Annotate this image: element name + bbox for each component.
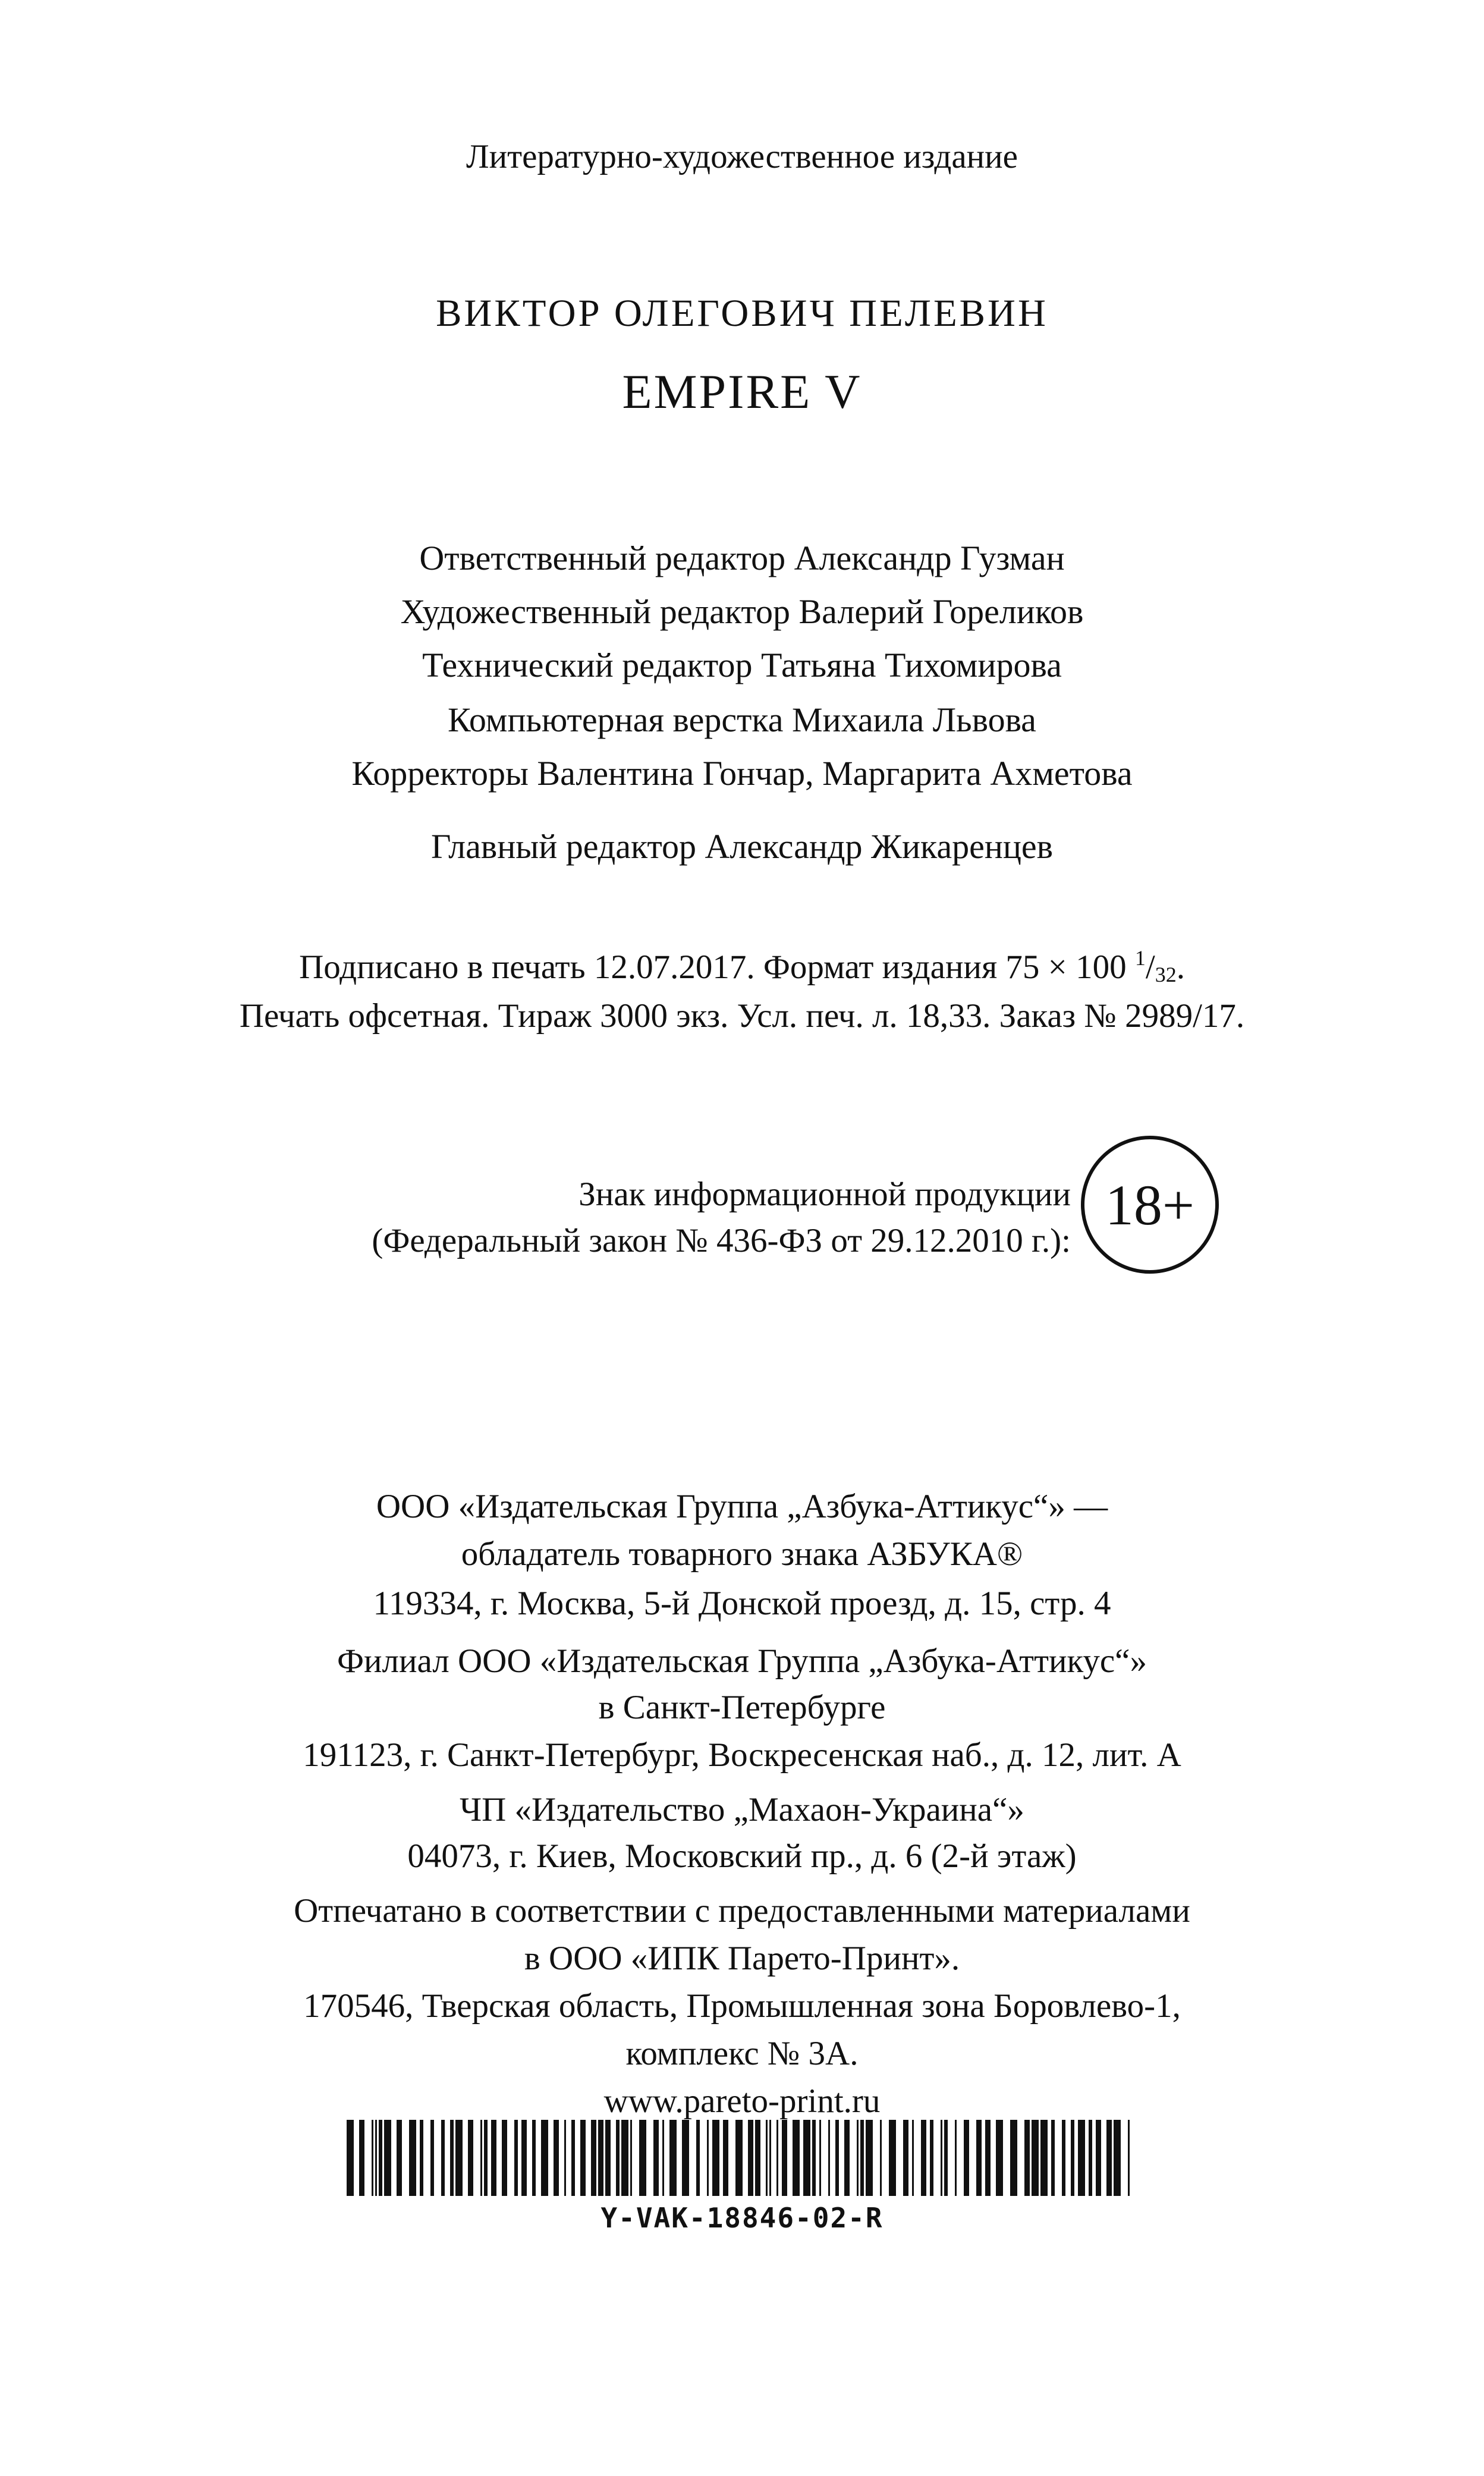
format-denominator: 32	[1155, 963, 1177, 986]
publisher-line-2: обладатель товарного знака АЗБУКА®	[461, 1535, 1023, 1573]
age-rating-label-line-1: Знак информационной продукции	[578, 1176, 1071, 1213]
barcode-bar	[985, 2120, 991, 2196]
barcode-bar	[912, 2120, 914, 2196]
age-rating-block	[0, 1136, 1484, 1314]
barcode-bar	[359, 2120, 364, 2196]
barcode-bar	[776, 2120, 778, 2196]
barcode-bar	[514, 2120, 518, 2196]
barcode-bar	[921, 2120, 926, 2196]
printer-address-2: комплекс № 3А.	[625, 2035, 859, 2072]
barcode-bar	[1114, 2120, 1121, 2196]
age-rating-label	[372, 1171, 1071, 1264]
barcode-bar	[955, 2120, 957, 2196]
barcode-bar	[1128, 2120, 1130, 2196]
author-name: ВИКТОР ОЛЕГОВИЧ ПЕЛЕВИН	[436, 292, 1048, 335]
barcode-bar	[430, 2120, 434, 2196]
barcode-bar	[598, 2120, 603, 2196]
barcode-bar	[375, 2120, 377, 2196]
barcode-bar	[889, 2120, 896, 2196]
barcode-bar	[880, 2120, 882, 2196]
barcode-bar	[1010, 2120, 1017, 2196]
barcode-bar	[944, 2120, 948, 2196]
barcode-bar	[468, 2120, 473, 2196]
barcode-bar	[532, 2120, 536, 2196]
barcode-bar	[1032, 2120, 1039, 2196]
barcode-bar	[639, 2120, 646, 2196]
credit-line: Технический редактор Татьяна Тихомирова	[422, 646, 1062, 684]
barcode-bar	[766, 2120, 768, 2196]
barcode-bar	[347, 2120, 354, 2196]
branch-line-1: Филиал ООО «Издательская Группа „Азбука-Аттикус“»	[337, 1642, 1147, 1680]
printer-website: www.pareto-print.ru	[603, 2082, 881, 2120]
barcode-bar	[669, 2120, 677, 2196]
barcode-bar	[903, 2120, 908, 2196]
barcode-bar	[866, 2120, 873, 2196]
barcode-bar	[502, 2120, 507, 2196]
barcode-bar	[828, 2120, 830, 2196]
barcode-bar	[769, 2120, 771, 2196]
credit-line: Художественный редактор Валерий Гореликов	[400, 592, 1084, 631]
print-info-line-1: Подписано в печать 12.07.2017. Формат издания 75 × 100 $^1/_{32}$.	[299, 946, 1185, 986]
barcode-bar	[1106, 2120, 1112, 2196]
barcode-bar	[397, 2120, 402, 2196]
barcode-bar	[662, 2120, 664, 2196]
credit-line: Компьютерная верстка Михаила Львова	[448, 700, 1036, 739]
print-info-text: Подписано в печать 12.07.2017. Формат издания 75 × 100	[299, 948, 1127, 986]
format-numerator: 1	[1134, 946, 1146, 970]
barcode-bar	[782, 2120, 787, 2196]
barcode-bar	[441, 2120, 445, 2196]
barcode-bar	[712, 2120, 719, 2196]
printer-line-1: Отпечатано в соответствии с предоставленными материалами	[294, 1892, 1190, 1930]
barcode-bar	[580, 2120, 586, 2196]
barcode-bar	[803, 2120, 810, 2196]
barcode	[347, 2120, 1137, 2196]
barcode-bar	[1089, 2120, 1092, 2196]
barcode-bar	[420, 2120, 423, 2196]
barcode-bar	[372, 2120, 373, 2196]
printer-line-2: в ООО «ИПК Парето-Принт».	[524, 1940, 960, 1977]
barcode-bar	[755, 2120, 760, 2196]
barcode-bar	[491, 2120, 496, 2196]
barcode-bar	[812, 2120, 816, 2196]
barcode-bar	[621, 2120, 628, 2196]
barcode-bar	[793, 2120, 800, 2196]
barcode-bar	[653, 2120, 659, 2196]
publisher-line-1: ООО «Издательская Группа „Азбука-Аттикус“» —	[376, 1488, 1108, 1525]
barcode-bar	[819, 2120, 821, 2196]
barcode-bar	[976, 2120, 982, 2196]
barcode-bar	[844, 2120, 850, 2196]
barcode-bar	[571, 2120, 575, 2196]
barcode-bar	[484, 2120, 488, 2196]
barcode-bar	[835, 2120, 839, 2196]
barcode-bar	[450, 2120, 454, 2196]
book-title: EMPIRE V	[622, 365, 862, 419]
publisher-address: 119334, г. Москва, 5-й Донской проезд, д. 15, стр. 4	[373, 1585, 1111, 1622]
barcode-bar	[591, 2120, 596, 2196]
barcode-bar	[941, 2120, 942, 2196]
barcode-bar	[860, 2120, 864, 2196]
barcode-bar	[379, 2120, 382, 2196]
barcode-block	[0, 2120, 1484, 2234]
barcode-bar	[554, 2120, 559, 2196]
credit-line: Корректоры Валентина Гончар, Маргарита Ахметова	[351, 754, 1133, 793]
barcode-bar	[409, 2120, 416, 2196]
ukraine-publisher: ЧП «Издательство „Махаон-Украина“»	[460, 1791, 1024, 1828]
barcode-bar	[605, 2120, 611, 2196]
age-rating-label-line-2: (Федеральный закон № 436-ФЗ от 29.12.2010 г.):	[372, 1222, 1071, 1259]
barcode-bar	[1051, 2120, 1055, 2196]
age-rating-badge: 18+	[1081, 1136, 1219, 1274]
barcode-bar	[1071, 2120, 1074, 2196]
barcode-bar	[682, 2120, 689, 2196]
barcode-bar	[707, 2120, 709, 2196]
branch-address: 191123, г. Санкт-Петербург, Воскресенская наб., д. 12, лит. А	[303, 1736, 1181, 1774]
barcode-bar	[541, 2120, 548, 2196]
barcode-bar	[735, 2120, 743, 2196]
barcode-bar	[1024, 2120, 1030, 2196]
branch-line-2: в Санкт-Петербурге	[598, 1689, 886, 1726]
barcode-bar	[857, 2120, 859, 2196]
barcode-bar	[1096, 2120, 1101, 2196]
barcode-bar	[564, 2120, 566, 2196]
barcode-bar	[996, 2120, 1003, 2196]
barcode-bar	[630, 2120, 632, 2196]
barcode-bar	[384, 2120, 391, 2196]
barcode-bar	[1078, 2120, 1085, 2196]
barcode-bar	[480, 2120, 482, 2196]
barcode-bar	[696, 2120, 700, 2196]
barcode-label: Y-VAK-18846-02-R	[600, 2202, 884, 2234]
barcode-bar	[1062, 2120, 1065, 2196]
credit-line: Ответственный редактор Александр Гузман	[419, 539, 1065, 577]
barcode-bar	[1040, 2120, 1048, 2196]
barcode-bar	[723, 2120, 728, 2196]
barcode-bar	[964, 2120, 969, 2196]
barcode-bar	[616, 2120, 620, 2196]
barcode-bar	[521, 2120, 527, 2196]
chief-editor: Главный редактор Александр Жикаренцев	[430, 827, 1054, 866]
print-info-line-2: Печать офсетная. Тираж 3000 экз. Усл. печ. л. 18,33. Заказ № 2989/17.	[239, 997, 1245, 1035]
barcode-bar	[455, 2120, 463, 2196]
ukraine-address: 04073, г. Киев, Московский пр., д. 6 (2-й этаж)	[407, 1837, 1077, 1875]
printer-address: 170546, Тверская область, Промышленная зона Боровлево-1,	[303, 1987, 1181, 2025]
barcode-bar	[930, 2120, 933, 2196]
barcode-bar	[748, 2120, 753, 2196]
edition-type: Литературно-художественное издание	[466, 138, 1018, 175]
